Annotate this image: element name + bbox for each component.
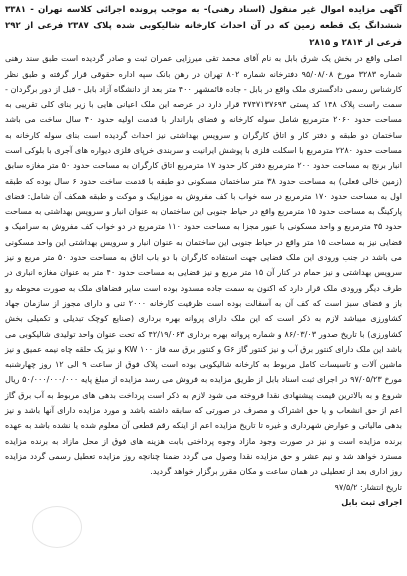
notice-body: اصلی واقع در بخش یک شرق بابل به نام آقای محمد تقی میرزایی عمران ثبت و صادر گردیده است طبق سند رهنی شماره ۳۲۸۳ مورخ ۹۵/۰۸/۰۸ دفترخانه شماره ۸۰۲ تهران در رهن بانک سپه اداره حقوقی قرار گرفته و طبق نظر کارشناس رسمی دادگستری ملک واقع در بابل - جاده قائمشهر ۴۰۰ متر بعد از دانشگاه آزاد بابل - قبل از دور برگردان - سمت راست پلاک ۱۴۸ کد پستی ۴۷۴۷۱۳۷۶۹۳ قرار دارد در عرصه این ملک اعیانی هایی با زیر بنای کلی تقریبی به مساحت حدود ۲۰۶۰ مترمربع شامل سوله کارخانه و فضای باراندار با قدمت اولیه حدود ۴۰ سال ساخت می باشد ساختمان دو طبقه و دفتر کار و اتاق کارگران و سرویس بهداشتی نیز احداث گردیده است بنای سوله کارخانه به مساحت حدود ۲۲۸۰ مترمربع با اسکلت فلزی با پوشش ایرانیت و سربندی خرپای فلزی دیواره های آجری با بلوکی است انبار برنج به مساحت حدود ۲۰۰ مترمربع دفتر کار حدود ۱۷ مترمربع اتاق کارگران به مساحت حدود ۵۰ متر مغازه سابق (زمین خالی فعلی) به مساحت حدود ۳۸ متر ساختمان مسکونی دو طبقه با قدمت ساخت حدود ۶ سال بوده که طبقه اول به مساحت حدود ۱۷۰ مترمربع در سه خواب با کف مفروش به موزاییک و موکت و طبقه همکف آن شامل: فضای پارکینگ به مساحت حدود ۱۵ مترمربع واقع در حیاط جنوبی این ساختمان به عنوان انبار و سرویس بهداشتی به مساحت حدود ۴۵ مترمربع و واحد مسکونی با عبور مجزا به مساحت حدود ۱۱۰ مترمربع در دو خواب کف مفروش به سرامیک و فضایی نیز به مساحت ۱۵ متر واقع در حیاط جنوبی این ساختمان به عنوان انبار و سرویس بهداشتی این واحد مسکونی می باشد در جنب ورودی این ملک فضایی جهت استفاده کارگران با دو باب اتاق به مساحت حدود ۵۰ متر مربع و نیز سرویس بهداشتی و نیز حمام در کنار آن ۱۵ متر مربع و نیز فضایی به مساحت حدود ۴۰ متر به عنوان مغازه انباری در طرف دیگر ورودی ملک قرار دارد که اکنون به سمت جاده مسدود بوده است سایر فضاهای ملک به صورت محوطه رو باز و فضای سبز است که کف آن به آسفالت بوده است ظرفیت کارخانه ۲۰۰۰ تنی و دارای مجوز از سازمان جهاد کشاورزی میباشد لازم به ذکر است که این ملک دارای پروانه بهره برداری (صنایع کوچک تبدیلی و تکمیلی بخش کشاورزی) با تاریخ صدور ۸۶/۰۳/۰۳ و شماره پروانه بهره برداری ۴۲/۱۹/۰۶۳ که تحت عنوان واحد تولیدی شالیکوبی می باشد این ملک دارای کنتور برق آب و نیز کنتور گاز G۶ و کنتور برق سه فاز KW ۱۰۰ و نیز یک حلقه چاه نیمه عمیق و نیز ماشین آلات و تاسیسات کامل مربوط به کارخانه شالیکوبی بوده است پلاک فوق از ساعت ۹ الی ۱۲ روز چهارشنبه مورخ ۹۷/۰۵/۲۳ در اجرای ثبت اسناد بابل از طریق مزایده به فروش می رسد مزایده از مبلغ پایه ۵۰/۰۰۰/۰۰۰/۰۰۰ ریال شروع و به بالاترین قیمت پیشنهادی نقدا فروخته می شود لازم به ذکر است پرداخت بدهی های مربوط به آب برق گاز اعم از حق انشعاب و یا حق اشتراک و مصرف در صورتی که سابقه داشته باشد و مورد مزایده دارای آنها باشد و نیز بدهی مالیاتی و عوارض شهرداری و غیره تا تاریخ مزایده اعم از اینکه رقم قطعی آن معلوم شده یا نشده باشد به عهده برنده مزایده است و نیز در صورت وجود مازاد وجوه پرداختی بابت هزینه های فوق از محل مازاد به برنده مزایده مسترد خواهد شد و نیم عشر و حق مزایده نقدا وصول می گردد ضمنا چنانچه روز مزایده تعطیل رسمی گردد مزایده روز اداری بعد از تعطیلی در همان ساعت و مکان مقرر برگزار خواهد گردید.	[5, 53, 403, 477]
signature: اجرای ثبت بابل	[341, 496, 402, 507]
stamp-seal	[32, 506, 82, 548]
publish-date: تاریخ انتشار: ۹۷/۵/۲	[334, 481, 402, 492]
notice-heading: آگهی مزایده اموال غیر منقول (اسناد رهنی)- به موجب پرونده اجرائی کلاسه تهران - ۳۳۸۱ ششدانگ یک قطعه زمین که در آن احداث کارخانه شالیکوبی شده پلاک ۲۳۸۷ فرعی از ۲۹۲ فرعی از ۲۸۱۴ و ۲۸۱۵	[5, 5, 402, 48]
